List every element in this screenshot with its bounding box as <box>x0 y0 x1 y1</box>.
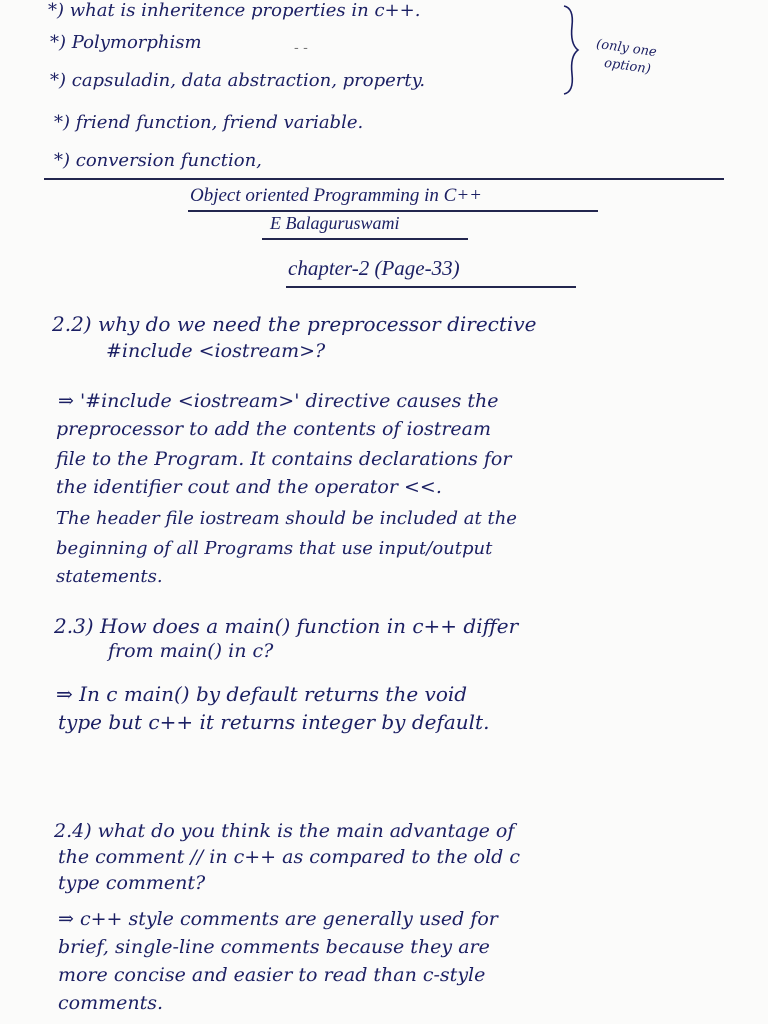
answer-line: brief, single-line comments because they are <box>58 936 490 958</box>
list-item: *) conversion function, <box>54 150 262 171</box>
book-title: Object oriented Programming in C++ <box>190 185 482 206</box>
side-note: (only one <box>595 36 658 61</box>
answer-line: ⇒ In c main() by default returns the void <box>56 682 468 706</box>
question-line: #include <iostream>? <box>106 340 326 362</box>
answer-line: beginning of all Programs that use input/output <box>56 538 493 559</box>
book-author: E Balaguruswami <box>270 213 400 233</box>
list-item: *) what is inheritence properties in c++. <box>48 0 421 21</box>
chapter-heading: chapter-2 (Page-33) <box>288 256 460 280</box>
answer-line: The header file iostream should be included at the <box>56 508 517 529</box>
title-underline <box>188 210 598 212</box>
list-item: *) capsuladin, data abstraction, property. <box>50 70 426 91</box>
answer-line: file to the Program. It contains declarations for <box>56 448 512 470</box>
question-line: type comment? <box>58 872 206 894</box>
divider <box>44 178 724 180</box>
answer-line: statements. <box>56 566 163 587</box>
list-item: *) friend function, friend variable. <box>54 112 364 133</box>
answer-line: more concise and easier to read than c-style <box>58 964 486 986</box>
question-line: from main() in c? <box>108 640 274 662</box>
chapter-underline <box>286 286 576 288</box>
question-line: 2.2) why do we need the preprocessor directive <box>52 312 537 336</box>
author-underline <box>262 238 468 240</box>
answer-line: type but c++ it returns integer by default. <box>58 710 490 734</box>
side-note: option) <box>603 55 652 78</box>
answer-line: ⇒ '#include <iostream>' directive causes the <box>58 390 499 412</box>
dash-mark: - - <box>294 40 308 56</box>
answer-line: preprocessor to add the contents of iostream <box>56 418 492 440</box>
question-line: 2.4) what do you think is the main advantage of <box>54 820 515 842</box>
answer-line: comments. <box>58 992 164 1014</box>
brace-icon <box>560 4 582 96</box>
question-line: the comment // in c++ as compared to the old c <box>58 846 521 868</box>
question-line: 2.3) How does a main() function in c++ differ <box>54 614 519 638</box>
answer-line: the identifier cout and the operator <<. <box>56 476 442 498</box>
list-item: *) Polymorphism <box>50 32 202 53</box>
answer-line: ⇒ c++ style comments are generally used for <box>58 908 498 930</box>
